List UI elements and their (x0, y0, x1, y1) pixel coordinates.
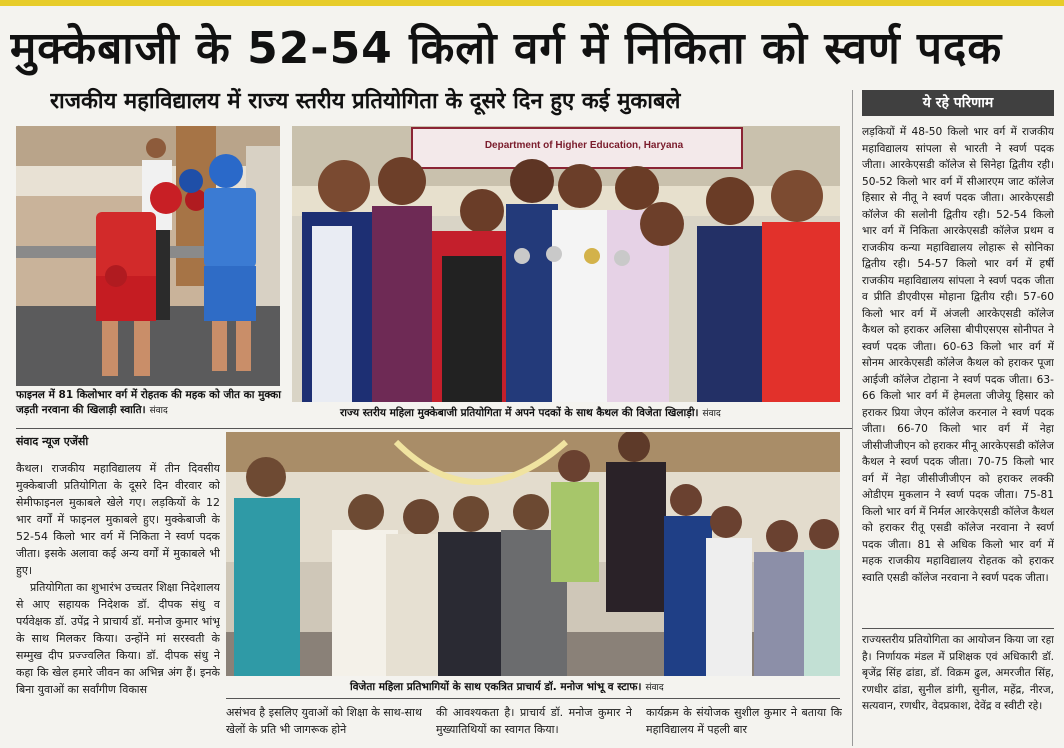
photo2-credit: संवाद (702, 409, 721, 419)
article-para-2: प्रतियोगिता का शुभारंभ उच्चतर शिक्षा निदेशालय से आए सहायक निदेशक डॉ. दीपक संधु व पर्यवेक्षक डॉ. उपेंद्र ने प्राचार्य डॉ. मनोज कुमार भांभू के साथ मिलकर किया। उन्होंने मां सरस्वती के सम्मुख दीप प्रज्ज्वलित किया। डॉ. दीपक संधु ने कहा कि खेल हमारे जीवन का अभिन्न अंग हैं। इनके बिना युवाओं का सर्वांगीण विकास (16, 581, 220, 696)
headline: मुक्केबाजी के 52-54 किलो वर्ग में निकिता को स्वर्ण पदक (10, 23, 1003, 74)
photo3-divider (226, 698, 840, 699)
staff-winners-photo (226, 432, 840, 676)
subheadline: राजकीय महाविद्यालय में राज्य स्तरीय प्रतियोगिता के दूसरे दिन हुए कई मुकाबले (50, 89, 681, 114)
photo2-caption (340, 406, 840, 422)
results-divider (862, 628, 1054, 629)
sidebar-rule (852, 90, 853, 746)
article-column-1 (16, 460, 220, 746)
photo1-caption-text: फाइनल में 81 किलोभार वर्ग में रोहतक की महक को जीत का मुक्का जड़ती नरवाना की खिलाड़ी स्वाति। (16, 389, 281, 416)
winners-group-photo (292, 126, 840, 402)
results-body-continued: राज्यस्तरीय प्रतियोगिता का आयोजन किया जा रहा है। निर्णायक मंडल में प्रशिक्षक एवं अधिकारी डॉ. बृजेंद्र सिंह ढांडा, डॉ. विक्रम ढुल, अमरजीत सिंह, रणधीर ढांडा, सुनील डांगी, सुनील, महेंद्र, नीरज, सत्यवान, रणधीर, वेदप्रकाश, देवेंद्र व स्वीटी रहे। (862, 634, 1054, 712)
boxing-match-photo (16, 126, 280, 386)
photo3-caption-text: विजेता महिला प्रतिभागियों के साथ एकत्रित प्राचार्य डॉ. मनोज भांभू व स्टाफ। (350, 681, 642, 693)
photo1-caption (16, 388, 282, 419)
article-col2-text: असंभव है इसलिए युवाओं को शिक्षा के साथ-साथ खेलों के प्रति भी जागरूक होने (226, 706, 422, 736)
article-column-2 (226, 704, 422, 746)
article-col4-text: कार्यक्रम के संयोजक सुशील कुमार ने बताया कि महाविद्यालय में पहली बार (646, 706, 842, 736)
article-para-1: कैथल। राजकीय महाविद्यालय में तीन दिवसीय मुक्केबाजी प्रतियोगिता के दूसरे दिन वीरवार को सेमीफाइनल मुकाबले खेले गए। लड़कियों के 12 भार वर्गों में फाइनल मुकाबले हुए। मुक्केबाजी के 52-54 किलो भार वर्ग में निकिता ने स्वर्ण पदक जीता। इसके अलावा कई अन्य वर्गों में मुकाबले भी हुए। (16, 462, 220, 577)
photo2-caption-text: राज्य स्तरीय महिला मुक्केबाजी प्रतियोगिता में अपने पदकों के साथ कैथल की विजेता खिलाड़ी। (340, 407, 699, 419)
photo2-banner: Department of Higher Education, Haryana (484, 140, 684, 151)
article-col3-text: की आवश्यकता है। प्राचार्य डॉ. मनोज कुमार ने मुख्यातिथियों का स्वागत किया। (436, 706, 632, 736)
section-divider (16, 428, 852, 429)
article-column-4 (646, 704, 842, 746)
photo3-caption (350, 680, 840, 696)
article-column-3 (436, 704, 632, 746)
top-color-bar (0, 0, 1064, 6)
results-body: लड़कियों में 48-50 किलो भार वर्ग में राजकीय महाविद्यालय सांपला से भारती ने स्वर्ण पदक जीता। आरकेएसडी कॉलेज से सिनेहा द्वितीय रही। 50-52 किलो भार वर्ग में सीआरएम जाट कॉलेज हिसार से नीतू ने स्वर्ण पदक जीता। आरकेएसडी कॉलेज की सलोनी द्वितीय रही। 52-54 किलो भार वर्ग में निकिता आरकेएसडी कॉलेज प्रथम व राजकीय कन्या महाविद्यालय लोहारू से सोनिका द्वितीय रही। 54-57 किलो भार वर्ग में हर्षी राजकीय महाविद्यालय सांपला ने स्वर्ण पदक जीता व प्रीति डीएवीएस मोहाना द्वितीय रही। 57-60 किलो भार वर्ग में अंजली आरकेएसडी कॉलेज कैथल को हराकर अलिसा बीपीएसएस सोनीपत ने स्वर्ण पदक जीता। 60-63 किलो भार वर्ग में सोनम आरकेएसडी कॉलेज कैथल को हराकर पूजा आईजी कॉलेज टोहाना ने स्वर्ण पदक जीता। 63-66 किलो भार वर्ग में हेमलता जीजेयू हिसार को हराकर प्रिया जेएन कॉलेज करनाल ने स्वर्ण पदक जीता। 66-70 किलो भार वर्ग में नेहा जीसीजीजीएन को हराकर मीनू आरकेएसडी कॉलेज कैथल ने स्वर्ण पदक जीता। 70-75 किलो भार वर्ग में नेहा जीसीजीजीएन को हराकर लक्की ओडीएम मुकलान ने स्वर्ण पदक जीता। 75-81 किलो भार वर्ग में निर्मल आरकेएसडी कॉलेज कैथल को हराकर रीतू एसडी कॉलेज नरवाना ने स्वर्ण पदक जीता। 81 से अधिक किलो भार वर्ग में महक राजकीय महाविद्यालय रोहतक को हराकर स्वाति एसडी कॉलेज नरवाना ने स्वर्ण पदक जीता। (862, 126, 1054, 584)
results-heading: ये रहे परिणाम (862, 90, 1054, 116)
byline: संवाद न्यूज एजेंसी (16, 435, 89, 448)
photo1-credit: संवाद (149, 406, 168, 416)
photo3-credit: संवाद (645, 683, 664, 693)
